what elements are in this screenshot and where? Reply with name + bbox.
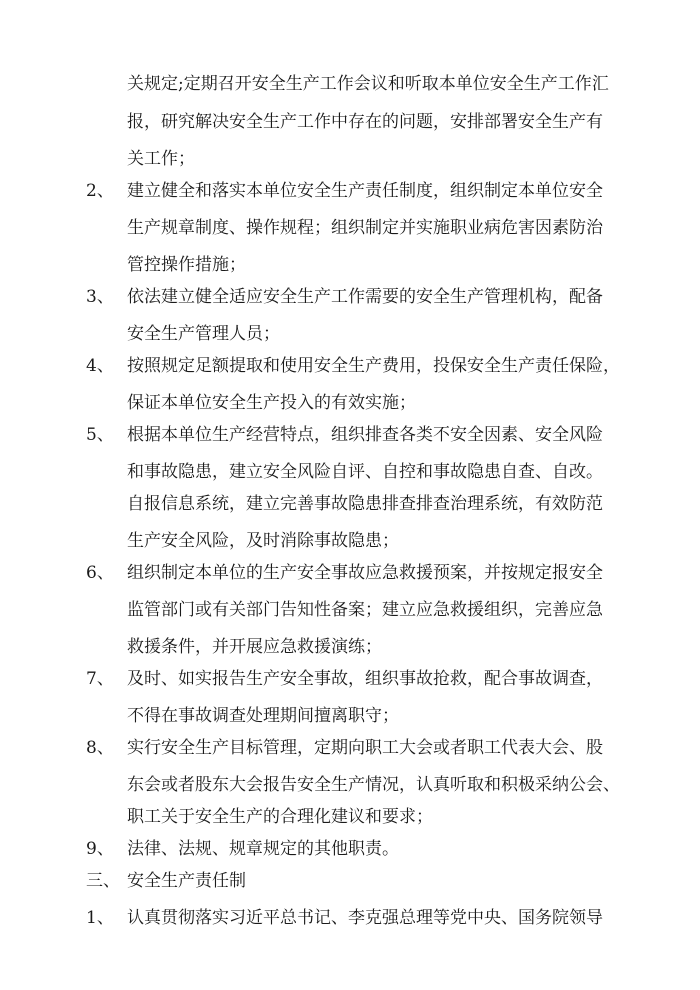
- item-line: 按照规定足额提取和使用安全生产费用，投保安全生产责任保险，: [127, 356, 620, 376]
- item-number: 5、: [86, 425, 114, 445]
- item-number: 8、: [86, 738, 114, 758]
- item-number: 9、: [86, 839, 114, 859]
- item-line: 根据本单位生产经营特点，组织排查各类不安全因素、安全风险: [127, 425, 603, 445]
- item-line: 管控操作措施；: [127, 255, 246, 275]
- item-number: 3、: [86, 287, 114, 307]
- item-line: 实行安全生产目标管理，定期向职工大会或者职工代表大会、股: [127, 738, 603, 758]
- item-line: 依法建立健全适应安全生产工作需要的安全生产管理机构，配备: [127, 287, 603, 307]
- item-line: 法律、法规、规章规定的其他职责。: [127, 839, 399, 859]
- item-line: 认真贯彻落实习近平总书记、李克强总理等党中央、国务院领导: [127, 908, 603, 928]
- item-number: 7、: [86, 669, 114, 689]
- continuation-line: 关工作；: [127, 149, 195, 169]
- item-line: 职工关于安全生产的合理化建议和要求；: [127, 807, 433, 827]
- item-line: 及时、如实报告生产安全事故，组织事故抢救，配合事故调查，: [127, 669, 603, 689]
- item-line: 安全生产管理人员；: [127, 324, 280, 344]
- item-line: 生产规章制度、操作规程；组织制定并实施职业病危害因素防治: [127, 218, 603, 238]
- item-line: 和事故隐患，建立安全风险自评、自控和事故隐患自查、自改。: [127, 462, 603, 482]
- item-number: 1、: [86, 908, 114, 928]
- item-line: 自报信息系统，建立完善事故隐患排查排查治理系统，有效防范: [127, 494, 603, 514]
- item-number: 6、: [86, 563, 114, 583]
- section-number: 三、: [86, 871, 120, 891]
- item-line: 监管部门或有关部门告知性备案；建立应急救援组织，完善应急: [127, 600, 603, 620]
- continuation-line: 关规定;定期召开安全生产工作会议和听取本单位安全生产工作汇: [127, 74, 609, 94]
- item-line: 生产安全风险，及时消除事故隐患；: [127, 531, 399, 551]
- item-line: 不得在事故调查处理期间擅离职守；: [127, 706, 399, 726]
- item-line: 东会或者股东大会报告安全生产情况，认真听取和积极采纳公会、: [127, 775, 620, 795]
- item-number: 4、: [86, 356, 114, 376]
- item-line: 保证本单位安全生产投入的有效实施；: [127, 393, 416, 413]
- item-line: 建立健全和落实本单位安全生产责任制度，组织制定本单位安全: [127, 181, 603, 201]
- item-line: 救援条件，并开展应急救援演练；: [127, 637, 382, 657]
- item-number: 2、: [86, 181, 114, 201]
- item-line: 组织制定本单位的生产安全事故应急救援预案，并按规定报安全: [127, 563, 603, 583]
- section-title: 安全生产责任制: [127, 871, 246, 891]
- continuation-line: 报，研究解决安全生产工作中存在的问题，安排部署安全生产有: [127, 112, 603, 132]
